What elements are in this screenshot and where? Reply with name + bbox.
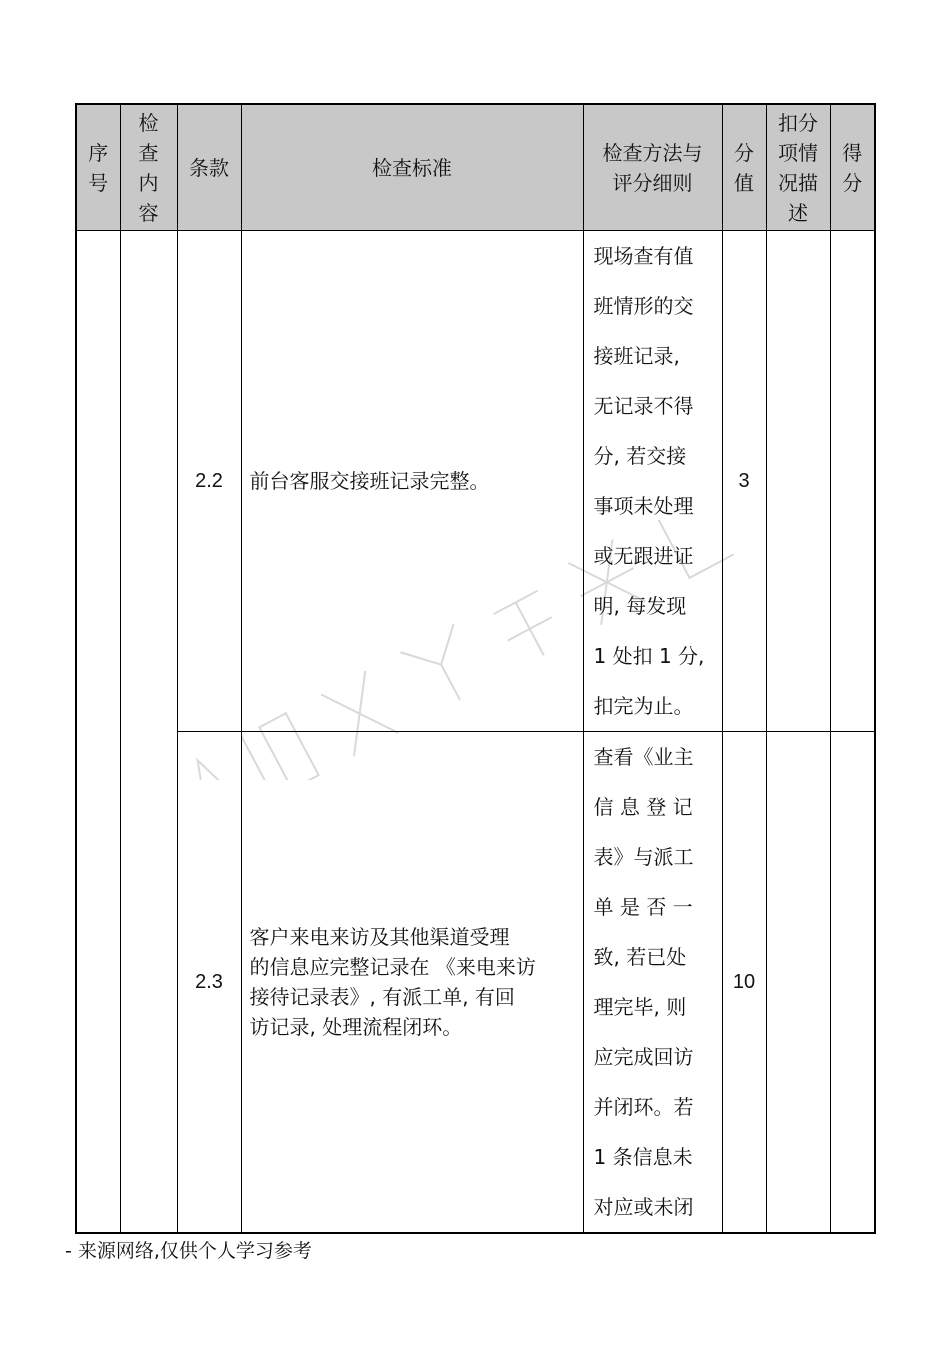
standard-cell: 前台客服交接班记录完整。 bbox=[241, 231, 583, 732]
got-score-cell bbox=[830, 231, 875, 732]
footer-note: - 来源网络,仅供个人学习参考 bbox=[65, 1240, 312, 1262]
standard-cell: 客户来电来访及其他渠道受理 的信息应完整记录在 《来电来访 接待记录表》, 有派工单, 有回 访记录, 处理流程闭环。 bbox=[241, 732, 583, 1234]
deduction-cell bbox=[766, 732, 830, 1234]
item-cell bbox=[120, 231, 177, 1234]
deduction-cell bbox=[766, 231, 830, 732]
header-got-score: 得 分 bbox=[830, 104, 875, 231]
header-standard: 检查标准 bbox=[241, 104, 583, 231]
seq-cell bbox=[76, 231, 120, 1234]
table-row bbox=[76, 231, 875, 732]
header-deduction: 扣分 项情 况描 述 bbox=[766, 104, 830, 231]
score-cell: 3 bbox=[722, 231, 766, 732]
table-row bbox=[76, 732, 875, 1234]
clause-cell: 2.2 bbox=[177, 231, 241, 732]
header-row bbox=[76, 104, 875, 231]
method-cell: 查看《业主 信 息 登 记 表》与派工 单 是 否 一 致, 若已处 理完毕, 则 应完成回访 并闭环。若 1 条信息未 对应或未闭 bbox=[583, 732, 722, 1234]
clause-cell: 2.3 bbox=[177, 732, 241, 1234]
got-score-cell bbox=[830, 732, 875, 1234]
header-method: 检查方法与 评分细则 bbox=[583, 104, 722, 231]
method-cell: 现场查有值 班情形的交 接班记录, 无记录不得 分, 若交接 事项未处理 或无跟进证 明, 每发现 1 处扣 1 分, 扣完为止。 bbox=[583, 231, 722, 732]
header-item: 检 查 内 容 bbox=[120, 104, 177, 231]
header-seq: 序 号 bbox=[76, 104, 120, 231]
score-cell: 10 bbox=[722, 732, 766, 1234]
header-clause: 条款 bbox=[177, 104, 241, 231]
header-score: 分 值 bbox=[722, 104, 766, 231]
inspection-table bbox=[75, 103, 876, 1234]
